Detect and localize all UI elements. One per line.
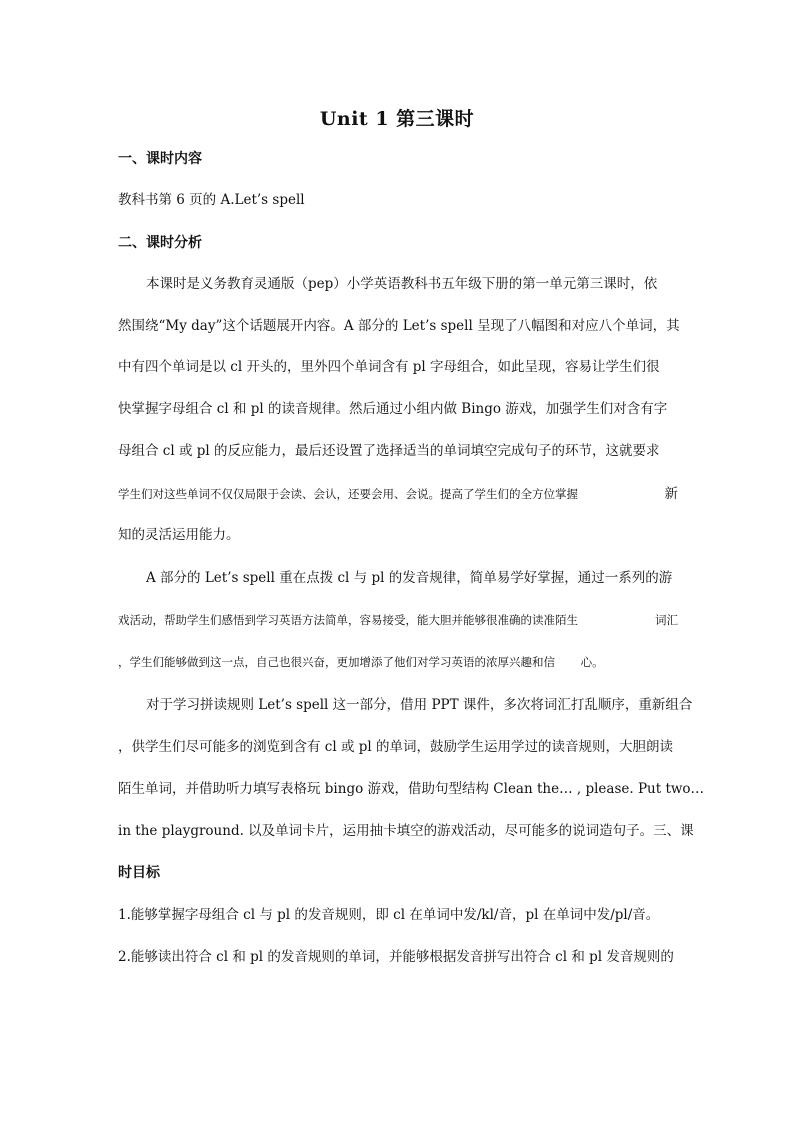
para1-line: 然围绕“My day”这个话题展开内容。A 部分的 Let’s spell 呈现了八幅图和对应八个单词，其 <box>118 318 680 334</box>
para1-line-tail: 新 <box>664 486 678 502</box>
para3-line: 陌生单词，并借助听力填写表格玩 bingo 游戏，借助句型结构 Clean the… , please. Put two… <box>118 781 705 797</box>
para2-line: A 部分的 Let’s spell 重在点拨 cl 与 pl 的发音规律，简单易学好掌握，通过一系列的游 <box>146 570 673 586</box>
goal-item: 1.能够掌握字母组合 cl 与 pl 的发音规则，即 cl 在单词中发/kl/音，pl 在单词中发/pl/音。 <box>118 907 660 923</box>
goal-item: 2.能够读出符合 cl 和 pl 的发音规则的单词，并能够根据发音拼写出符合 cl 和 pl 发音规则的 <box>118 949 674 965</box>
para2-line-split <box>118 652 678 672</box>
para2-line-tail: 心。 <box>580 655 604 669</box>
para3-line: in the playground. 以及单词卡片，运用抽卡填空的游戏活动，尽可能多的说词造句子。三、课 <box>118 823 694 839</box>
para2-line-tail: 词汇 <box>655 613 678 627</box>
para2-line-text: 戏活动，帮助学生们感悟到学习英语方法简单，容易接受，能大胆并能够很准确的读准陌生 <box>118 613 578 627</box>
para1-line: 中有四个单词是以 cl 开头的，里外四个单词含有 pl 字母组合，如此呈现，容易让学生们很 <box>118 359 660 375</box>
section-heading-analysis: 二、课时分析 <box>118 235 202 251</box>
para1-line: 快掌握字母组合 cl 和 pl 的读音规律。然后通过小组内做 Bingo 游戏，加强学生们对含有字 <box>118 401 668 417</box>
para3-line: 时目标 <box>118 865 160 881</box>
para1-line-split <box>118 484 678 504</box>
para1-line: 母组合 cl 或 pl 的反应能力，最后还设置了选择适当的单词填空完成句子的环节，这就要求 <box>118 443 660 459</box>
para2-line-split <box>118 610 678 630</box>
para1-line: 本课时是义务教育灵通版（pep）小学英语教科书五年级下册的第一单元第三课时，依 <box>146 276 658 292</box>
page-title: Unit 1 第三课时 <box>319 108 475 130</box>
para1-line: 知的灵活运用能力。 <box>118 527 240 543</box>
para3-line: 对于学习拼读规则 Let’s spell 这一部分，借用 PPT 课件，多次将词汇打乱顺序，重新组合 <box>146 697 693 713</box>
para2-line-text: ，学生们能够做到这一点，自己也很兴奋，更加增添了他们对学习英语的浓厚兴趣和信 <box>118 655 555 669</box>
para3-line: ，供学生们尽可能多的浏览到含有 cl 或 pl 的单词，鼓励学生运用学过的读音规则，大胆朗读 <box>118 739 674 755</box>
para1-line-text: 学生们对这些单词不仅仅局限于会读、会认，还要会用、会说。提高了学生们的全方位掌握 <box>118 487 578 501</box>
content-line: 教科书第 6 页的 A.Let’s spell <box>118 192 305 208</box>
section-heading-content: 一、课时内容 <box>118 151 202 167</box>
